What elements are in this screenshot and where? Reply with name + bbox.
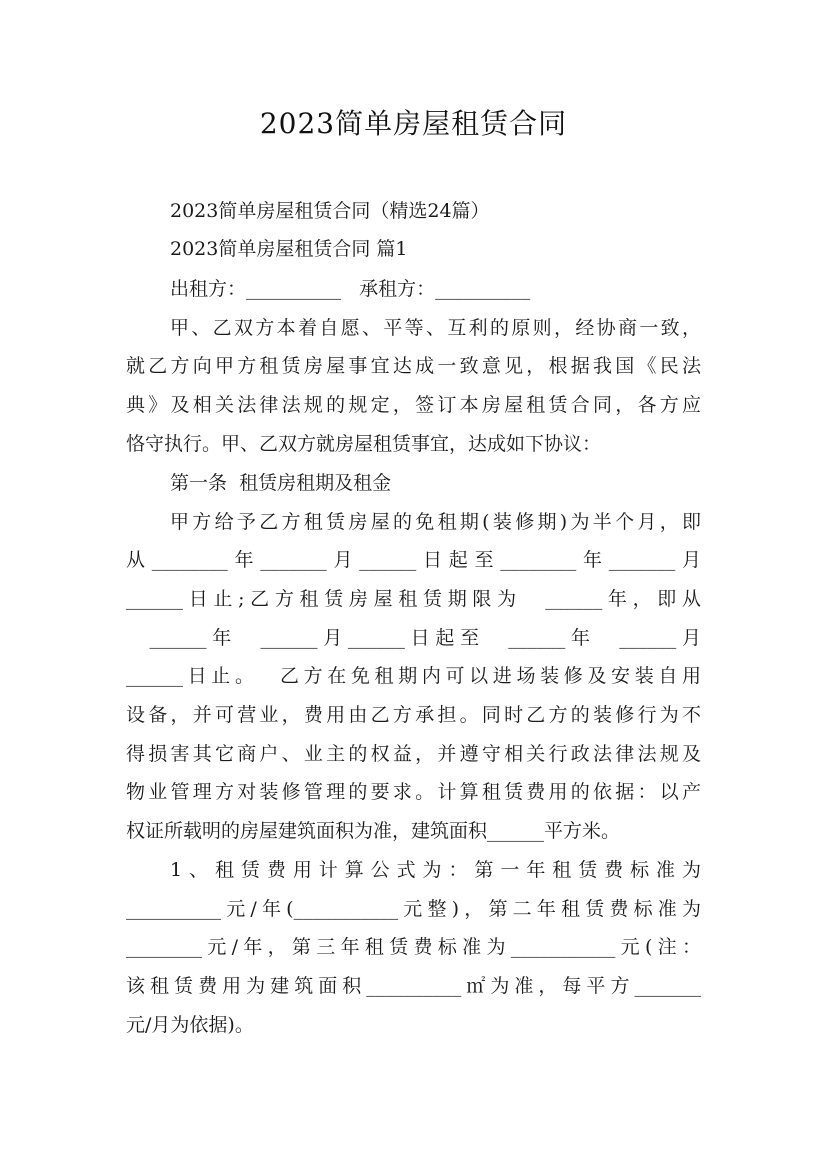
article-heading: 第一条 租赁房租期及租金 bbox=[170, 472, 392, 494]
paragraph-line: 元/月为依据)。 bbox=[126, 1014, 254, 1036]
paragraph-line: 物业管理方对装修管理的要求。计算租赁费用的依据：以产 bbox=[126, 781, 701, 803]
paragraph-line: 就乙方向甲方租赁房屋事宜达成一致意见，根据我国《民法 bbox=[126, 355, 701, 377]
paragraph-line: ______年 ______月______日起至 ______年 ______月 bbox=[126, 627, 701, 649]
paragraph-line: 权证所载明的房屋建筑面积为准，建筑面积______平方米。 bbox=[126, 820, 621, 842]
document-title: 2023简单房屋租赁合同 bbox=[259, 107, 568, 140]
paragraph-line: 典》及相关法律法规的规定，签订本房屋租赁合同，各方应 bbox=[126, 394, 701, 416]
paragraph-line: 设备，并可营业，费用由乙方承担。同时乙方的装修行为不 bbox=[126, 704, 701, 726]
paragraph-line: 得损害其它商户、业主的权益，并遵守相关行政法律法规及 bbox=[126, 743, 701, 765]
paragraph-line: 1、租赁费用计算公式为：第一年租赁费标准为 bbox=[170, 859, 701, 881]
paragraph-line: 恪守执行。甲、乙双方就房屋租赁事宜，达成如下协议： bbox=[126, 433, 602, 455]
paragraph-line: ______日止;乙方租赁房屋租赁期限为 ______年，即从 bbox=[126, 588, 701, 610]
paragraph-line: ______日止。 乙方在免租期内可以进场装修及安装自用 bbox=[126, 665, 701, 687]
document-subtitle: 2023简单房屋租赁合同（精选24篇） bbox=[170, 200, 490, 222]
section-heading: 2023简单房屋租赁合同 篇1 bbox=[170, 238, 408, 260]
paragraph-line: __________元/年(___________元整)，第二年租赁费标准为 bbox=[126, 898, 701, 920]
paragraph-line: 甲、乙双方本着自愿、平等、互利的原则，经协商一致， bbox=[170, 317, 701, 339]
paragraph-line: 从________年_______月______日起至________年_______月 bbox=[126, 549, 701, 571]
paragraph-line: 该租赁费用为建筑面积__________㎡为准，每平方_______ bbox=[126, 975, 701, 997]
paragraph-line: 甲方给予乙方租赁房屋的免租期(装修期)为半个月，即 bbox=[170, 511, 701, 533]
paragraph-line: ________元/年，第三年租赁费标准为___________元(注： bbox=[126, 936, 701, 958]
parties-line: 出租方：__________ 承租方：__________ bbox=[170, 278, 531, 300]
